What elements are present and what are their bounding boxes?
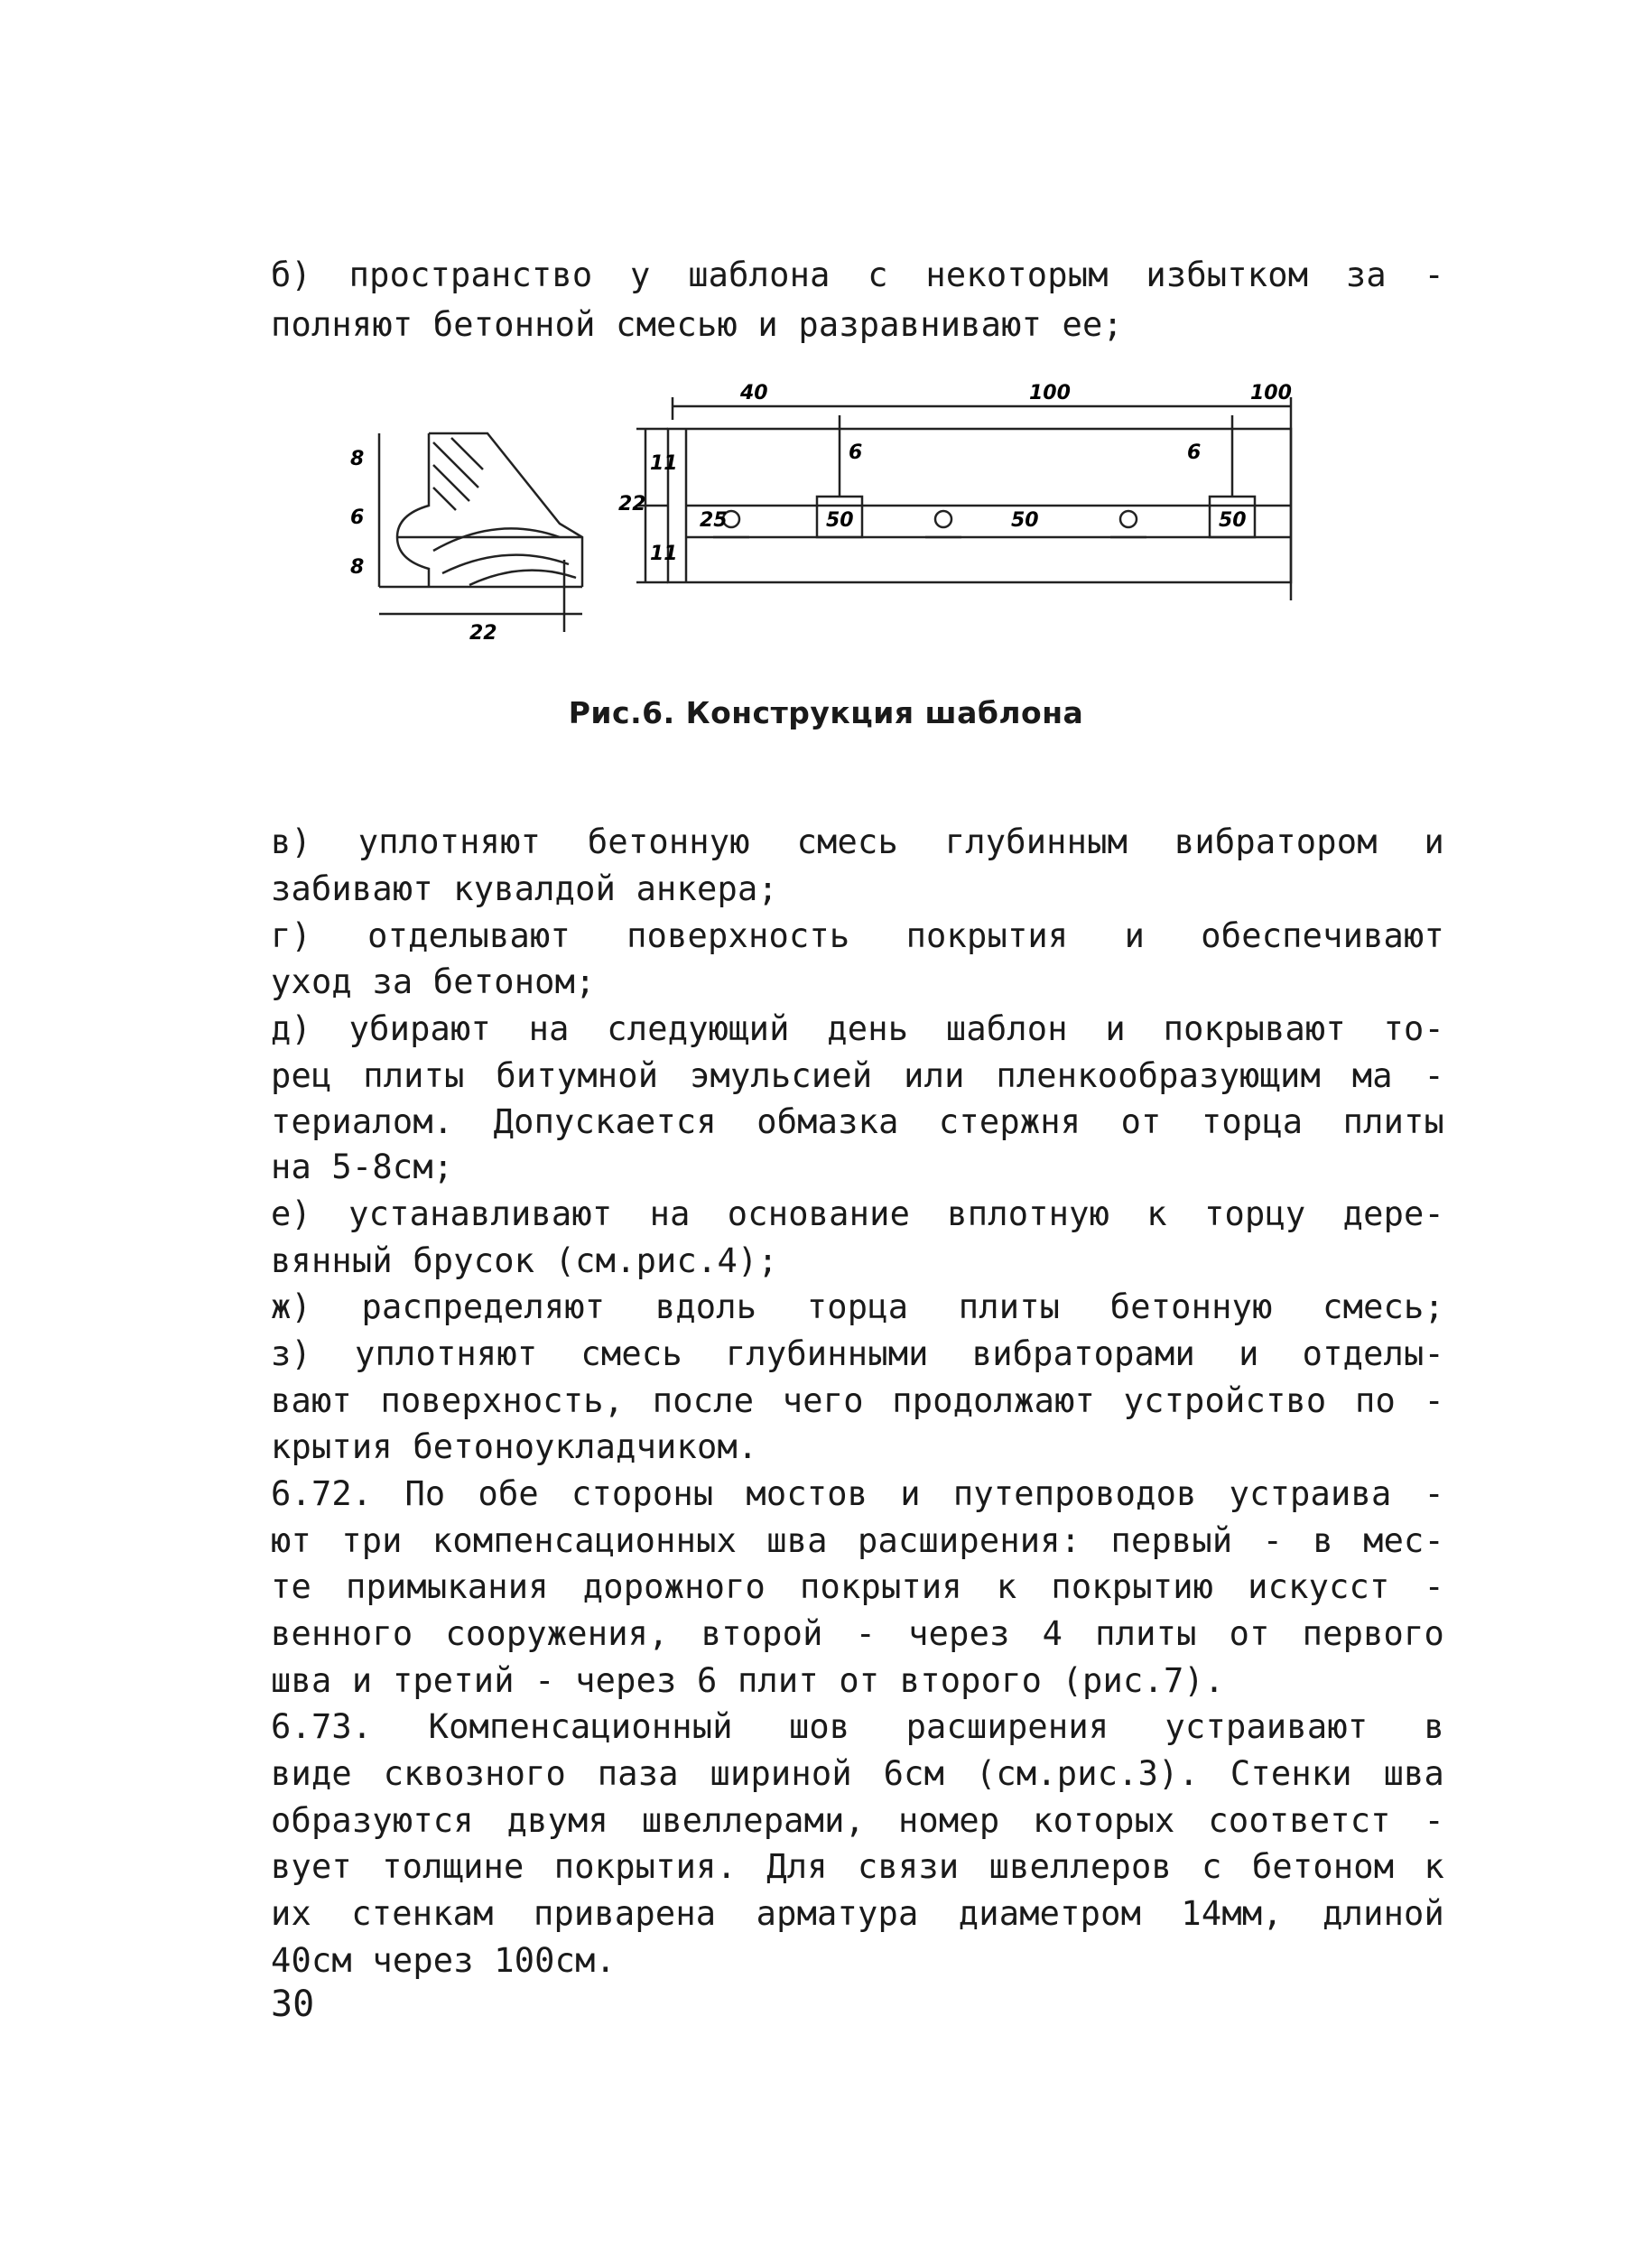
dim-label: 25 — [700, 509, 728, 532]
dim-label: 11 — [650, 452, 678, 475]
text-line: шва и третий - через 6 плит от второго (рис.7). — [271, 1661, 1225, 1700]
text-line: вянный брусок (см.рис.4); — [271, 1241, 778, 1280]
text-line: в) уплотняют бетонную смесь глубинным вибратором и — [271, 822, 1444, 861]
dim-label: 6 — [849, 441, 863, 464]
text-line: венного сооружения, второй - через 4 плиты от первого — [271, 1614, 1444, 1653]
text-line: 6.73. Компенсационный шов расширения устраивают в — [271, 1707, 1444, 1746]
dim-label: 40 — [740, 382, 768, 404]
text-line: з) уплотняют смесь глубинными вибраторами и отделы- — [271, 1334, 1444, 1373]
text-line: забивают кувалдой анкера; — [271, 869, 778, 908]
text-line: б) пространство у шаблона с некоторым избытком за - — [271, 256, 1444, 294]
text-line: 6.72. По обе стороны мостов и путепроводов устраива - — [271, 1474, 1444, 1513]
dim-label: 100 — [1250, 382, 1292, 404]
text-line: г) отделывают поверхность покрытия и обеспечивают — [271, 916, 1444, 955]
text-line: д) убирают на следующий день шаблон и покрывают то- — [271, 1009, 1444, 1048]
template-drawing — [343, 379, 1336, 668]
text-line: териалом. Допускается обмазка стержня от торца плиты — [271, 1102, 1444, 1141]
page-number: 30 — [271, 1984, 315, 2025]
text-line: крытия бетоноукладчиком. — [271, 1427, 758, 1466]
text-line: ж) распределяют вдоль торца плиты бетонную смесь; — [271, 1287, 1444, 1326]
text-line: рец плиты битумной эмульсией или пленкообразующим ма - — [271, 1056, 1444, 1095]
text-line: вует толщине покрытия. Для связи швеллеров с бетоном к — [271, 1847, 1444, 1886]
text-line: вают поверхность, после чего продолжают устройство по - — [271, 1381, 1444, 1420]
text-line: образуются двумя швеллерами, номер которых соответст - — [271, 1801, 1444, 1840]
text-line: на 5-8см; — [271, 1147, 454, 1186]
dim-label: 6 — [1187, 441, 1202, 464]
text-line: 40см через 100см. — [271, 1941, 617, 1980]
text-line: уход за бетоном; — [271, 962, 596, 1001]
dim-label: 22 — [618, 493, 646, 516]
text-line: е) устанавливают на основание вплотную к торцу дере- — [271, 1194, 1444, 1233]
dim-label: 8 — [350, 448, 365, 470]
dim-label: 50 — [826, 509, 854, 532]
dim-label: 6 — [350, 506, 365, 529]
dim-label: 50 — [1011, 509, 1039, 532]
text-line: полняют бетонной смесью и разравнивают ее; — [271, 305, 1123, 344]
text-line: те примыкания дорожного покрытия к покрытию искусст - — [271, 1567, 1444, 1606]
dim-label: 22 — [469, 622, 497, 645]
dim-label: 11 — [650, 543, 678, 565]
template-construction-figure — [343, 379, 1336, 668]
text-line: виде сквозного паза шириной 6см (см.рис.3). Стенки шва — [271, 1754, 1444, 1793]
dim-label: 50 — [1219, 509, 1247, 532]
figure-caption: Рис.6. Конструкция шаблона — [568, 695, 1084, 730]
dim-label: 100 — [1029, 382, 1071, 404]
text-line: их стенкам приварена арматура диаметром 14мм, длиной — [271, 1894, 1444, 1933]
text-line: ют три компенсационных шва расширения: первый - в мес- — [271, 1521, 1444, 1560]
dim-label: 8 — [350, 556, 365, 579]
